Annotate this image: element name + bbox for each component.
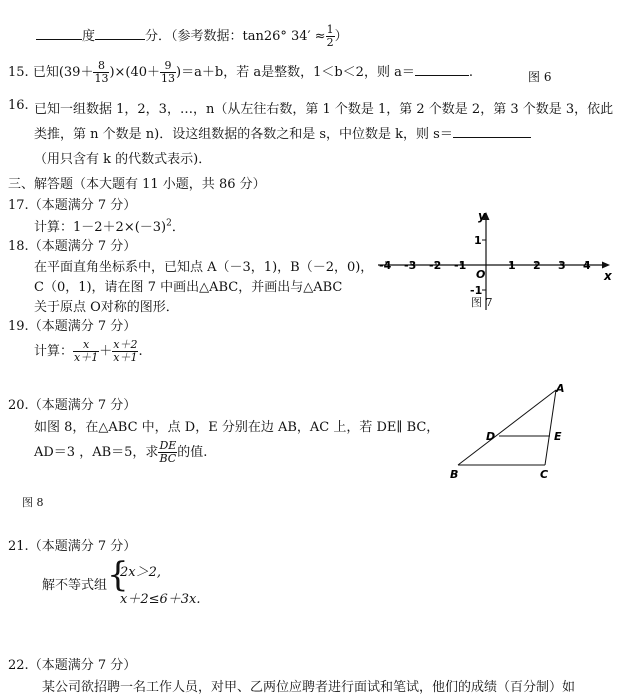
x-tick-label: -4 [379, 259, 392, 272]
fraction: $\frac{x}{x+1}$ [74, 338, 99, 364]
question-20-header: 20.（本题满分 7 分） [8, 398, 137, 413]
question-17-header: 17.（本题满分 7 分） [8, 198, 137, 213]
reference-text: 分．（参考数据：tan26° 34′ ≈ [145, 29, 326, 44]
q15-suffix: )＝a＋b，若 a是整数，1＜b＜2，则 a＝ [176, 65, 415, 80]
x-axis-arrow-icon [602, 262, 610, 269]
fraction: $\frac{9}{13}$ [161, 59, 176, 85]
vertex-label-a: A [556, 382, 565, 395]
answer-blank [415, 63, 469, 76]
question-18-header: 18.（本题满分 7 分） [8, 239, 137, 254]
x-tick-label: -3 [404, 259, 417, 272]
answer-blank [453, 125, 531, 138]
fraction: $\frac{8}{13}$ [94, 59, 109, 85]
system-brace-icon: { [107, 555, 129, 595]
y-tick-label: 1 [474, 234, 482, 247]
figure-7-caption: 图 7 [471, 296, 493, 309]
answer-blank [36, 27, 82, 40]
x-tick-label: -1 [454, 259, 467, 272]
y-tick-label: -1 [470, 284, 483, 297]
q17-content: 计算：$1-2+2\times(-3)^2$． [34, 218, 185, 235]
fraction-half: $\frac{1}{2}$ [326, 23, 334, 49]
question-22-header: 22.（本题满分 7 分） [8, 658, 137, 673]
figure-8-triangle [446, 380, 576, 482]
question-19-header: 19.（本题满分 7 分） [8, 319, 137, 334]
q18-line3: 关于原点 O对称的图形． [34, 300, 179, 315]
q18-line2: C（0，1)，请在图 7 中画出△ABC，并画出与△ABC [34, 280, 343, 295]
inequality-1: 2x＞2, [120, 565, 162, 580]
q14-tail [36, 24, 348, 49]
point-label-d: D [486, 430, 496, 443]
figure-7-axes [374, 206, 614, 316]
y-axis-label: y [478, 209, 486, 223]
q15-prefix: 已知(39＋ [32, 65, 94, 80]
x-tick-label: -2 [429, 259, 442, 272]
question-21-header: 21.（本题满分 7 分） [8, 539, 137, 554]
vertex-label-c: C [540, 468, 549, 481]
q19-content: 计算： $\frac{x}{x+1}$ ＋ $\frac{x+2}{x+1}$ . [34, 338, 143, 364]
question-15 [8, 60, 473, 85]
q16-line2: 类推，第 n 个数是 n)．设这组数据的各数之和是 s，中位数是 k，则 s＝ [34, 123, 531, 142]
q18-line1: 在平面直角坐标系中，已知点 A（－3，1)，B（－2，0)， [34, 260, 374, 275]
q15-mid: )×(40＋ [109, 65, 161, 80]
q21-prefix: 解不等式组 [42, 578, 108, 593]
side-ab [458, 390, 556, 465]
x-tick-label: 4 [583, 259, 591, 272]
x-axis-label: x [604, 269, 612, 283]
figure-6-label: 图 6 [528, 70, 552, 84]
q16-line1: 已知一组数据 1，2，3，…，n（从左往右数，第 1 个数是 1，第 2 个数是 2，第 3 个数是 3，依此 [34, 102, 614, 117]
x-tick-label: 3 [558, 259, 566, 272]
q20-line2: AD＝3 ，AB＝5，求 $\frac{DE}{BC}$ 的值. [34, 439, 208, 465]
origin-label: O [476, 268, 486, 281]
question-16-number: 16. [8, 98, 29, 113]
x-tick-label: 1 [508, 259, 516, 272]
x-tick-label: 2 [533, 259, 541, 272]
section-3-title: 三、解答题（本大题有 11 小题，共 86 分） [8, 177, 266, 192]
close-paren: ） [334, 29, 348, 44]
point-label-e: E [554, 430, 562, 443]
q16-line3: （用只含有 k 的代数式表示)． [34, 152, 212, 167]
period: . [468, 65, 473, 80]
answer-blank [95, 27, 145, 40]
inequality-2: x＋2≤6＋3x. [120, 592, 201, 607]
degree-label: 度 [82, 29, 96, 44]
q20-line1: 如图 8，在△ABC 中，点 D，E 分别在边 AB，AC 上，若 DE∥ BC， [34, 420, 440, 435]
fraction: $\frac{x+2}{x+1}$ [113, 338, 138, 364]
vertex-label-b: B [450, 468, 459, 481]
question-number: 15. [8, 65, 29, 80]
side-ac [545, 390, 556, 465]
q22-line1: 某公司欲招聘一名工作人员，对甲、乙两位应聘者进行面试和笔试，他们的成绩（百分制）如 [42, 680, 576, 695]
fraction: $\frac{DE}{BC}$ [159, 439, 177, 465]
figure-8-caption: 图 8 [22, 496, 44, 509]
